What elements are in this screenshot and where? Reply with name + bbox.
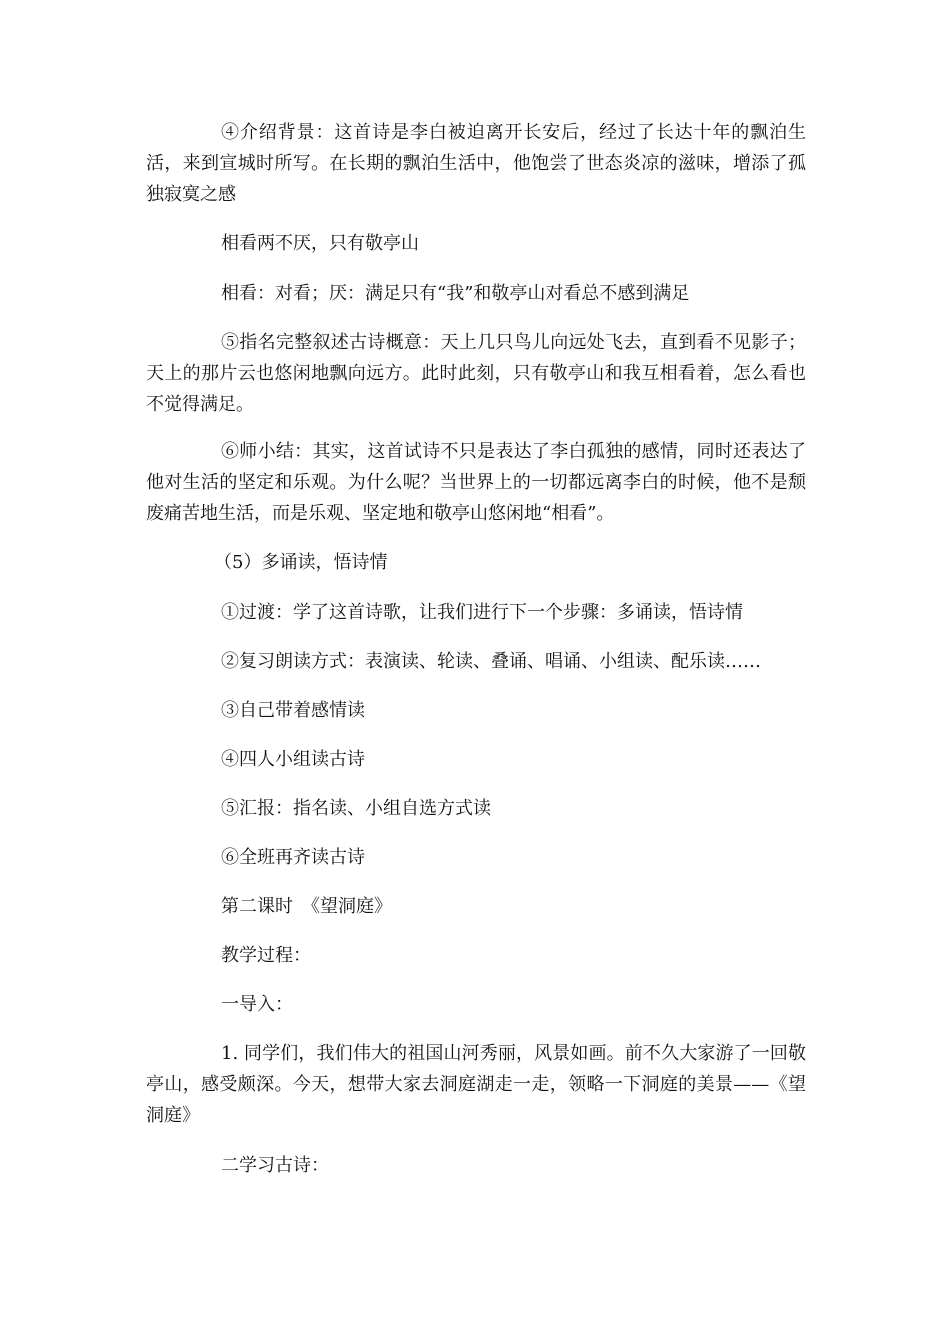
paragraph-poem-meaning: ⑤指名完整叙述古诗概意：天上几只鸟儿向远处飞去，直到看不见影子；天上的那片云也悠闲地飘向远方。此时此刻，只有敬亭山和我互相看着，怎么看也不觉得满足。 [146,332,806,415]
study-poem-heading: 二学习古诗： [221,1155,329,1176]
paragraph-reading-methods: ②复习朗读方式：表演读、轮读、叠诵、唱诵、小组读、配乐读…… [221,651,761,672]
section-heading-recite: （5）多诵读，悟诗情 [214,552,388,573]
paragraph-teacher-summary: ⑥师小结：其实，这首试诗不只是表达了李白孤独的感情，同时还表达了他对生活的坚定和乐观。为什么呢？当世界上的一切都远离李白的时候，他不是颓废痛苦地生活，而是乐观、坚定地和敬亭山悠闲地“相看”。 [146,441,806,524]
paragraph-word-explanation: 相看：对看；厌：满足只有“我”和敬亭山对看总不感到满足 [221,283,690,304]
teaching-process-heading: 教学过程： [221,945,311,966]
paragraph-poem-line: 相看两不厌，只有敬亭山 [221,233,419,254]
paragraph-class-reading: ⑥全班再齐读古诗 [221,847,365,868]
lesson-title: 第二课时 《望洞庭》 [221,896,392,917]
paragraph-group-reading: ④四人小组读古诗 [221,749,365,770]
paragraph-self-reading: ③自己带着感情读 [221,700,365,721]
paragraph-report: ⑤汇报：指名读、小组自选方式读 [221,798,491,819]
intro-heading: 一导入： [221,994,293,1015]
paragraph-background: ④介绍背景：这首诗是李白被迫离开长安后，经过了长达十年的飘泊生活，来到宣城时所写。在长期的飘泊生活中，他饱尝了世态炎凉的滋味，增添了孤独寂寞之感 [146,122,806,205]
paragraph-intro: 1. 同学们，我们伟大的祖国山河秀丽，风景如画。前不久大家游了一回敬亭山，感受颇深。今天，想带大家去洞庭湖走一走，领略一下洞庭的美景——《望洞庭》 [146,1043,806,1126]
paragraph-transition: ①过渡：学了这首诗歌，让我们进行下一个步骤：多诵读，悟诗情 [221,602,743,623]
